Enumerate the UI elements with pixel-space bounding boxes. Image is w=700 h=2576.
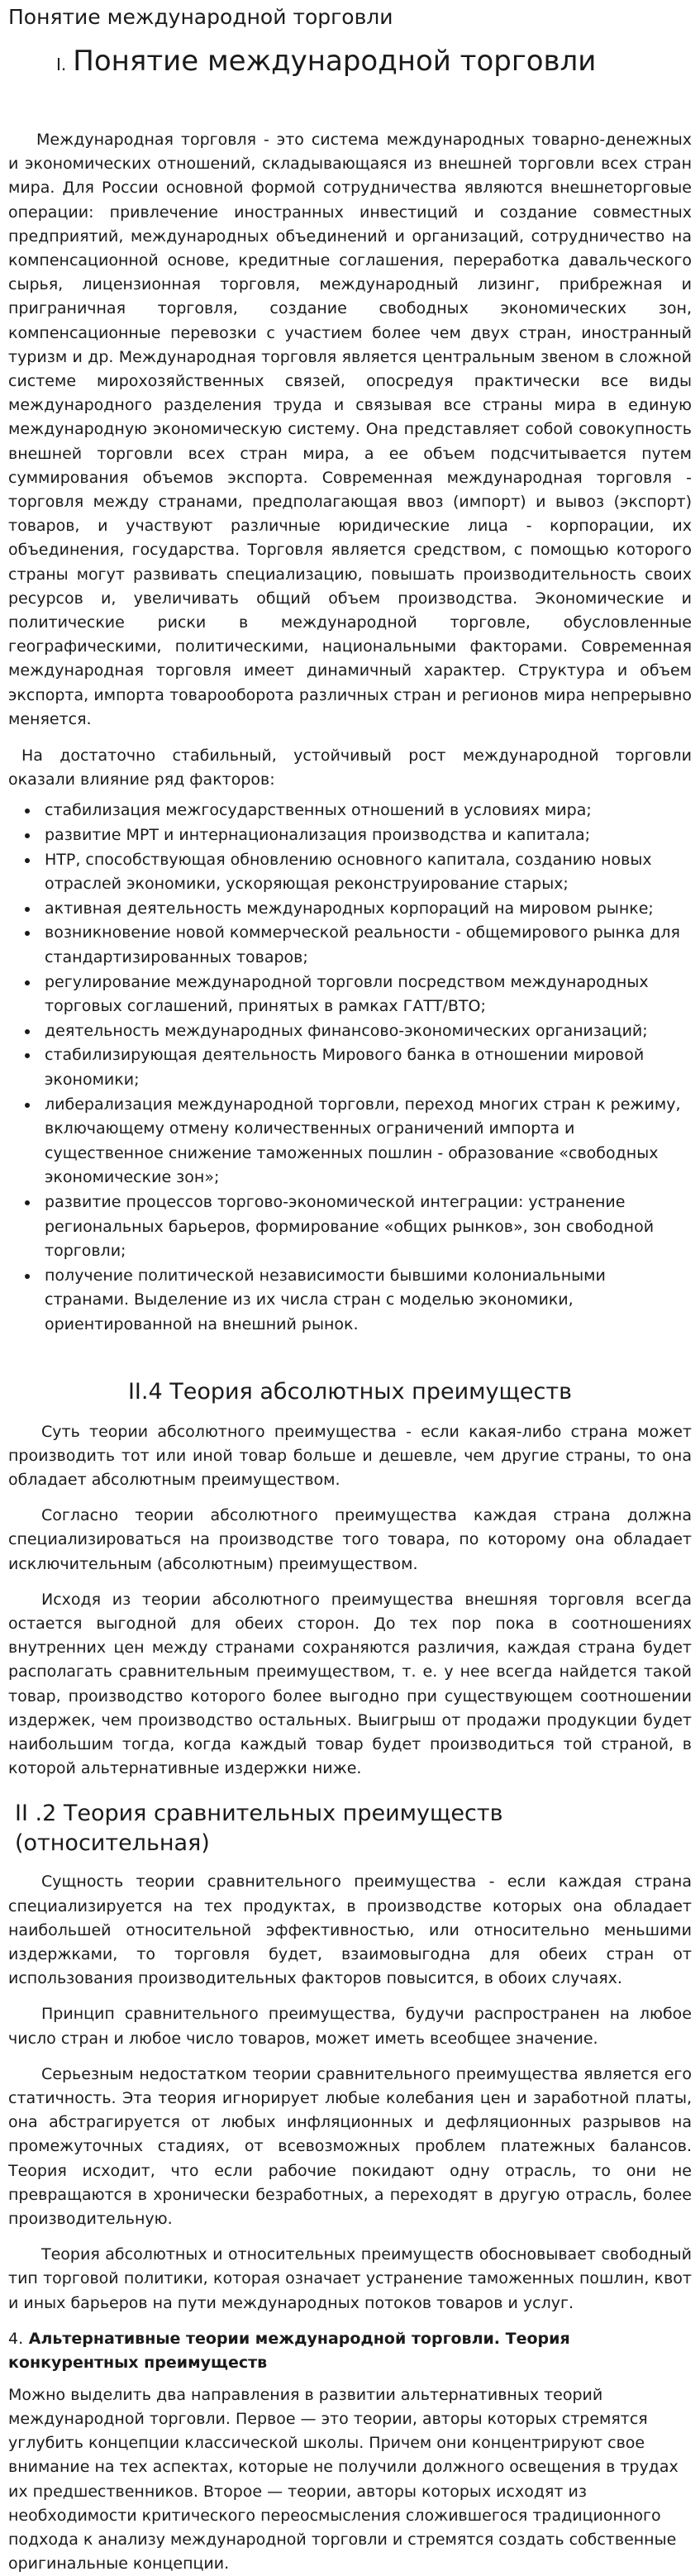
list-item: • либерализация международной торговли, переход многих стран к режиму, включающему отмену количественных ограничений импорта и существенное снижение таможенных пошлин - образование «свободных экономические зон»; (40, 1093, 692, 1190)
list-item: • регулирование международной торговли посредством международных торговых соглашений, принятых в рамках ГАТТ/ВТО; (40, 971, 692, 1019)
factors-list (8, 799, 692, 1337)
document-page (0, 3, 700, 2576)
list-item: • НТР, способствующая обновлению основного капитала, созданию новых отраслей экономики, ускоряющая реконструирование старых; (40, 848, 692, 897)
section-2-paragraph: Суть теории абсолютного преимущества - если какая-либо страна может производить тот или иной товар больше и дешевле, чем другие страны, то она обладает абсолютным преимуществом. (8, 1422, 692, 1489)
section-4-number: 4. (8, 2329, 24, 2348)
section-4-paragraph: Можно выделить два направления в развитии альтернативных теорий международной торговли. Первое — это теории, авторы которых стремятся углубить концепции классической школы. Причем они концентрируют свое внимание на тех аспектах, которые не получили должного освещения в трудах их предшественников. Второе — теории, авторы которых исходят из необходимости критического переосмысления сложившегося традиционного подхода к анализу международной торговли и стремятся создать собственные оригинальные концепции. (8, 2385, 679, 2574)
section-3-heading: II .2 Теория сравнительных преимуществ (относительная) (15, 1801, 503, 1857)
section-2-paragraph: Исходя из теории абсолютного преимущества внешняя торговля всегда остается выгодной для обеих сторон. До тех пор пока в соотношениях внутренних цен между странами сохраняются различия, каждая страна будет располагать сравнительным преимуществом, т. е. у нее всегда найдется такой товар, производство которого более выгодно при существующем соотношении издержек, чем производство остальных. Выигрыш от продажи продукции будет наибольшим тогда, когда каждый товар будет производиться той страной, в которой альтернативные издержки ниже. (8, 1590, 692, 1778)
section-3-paragraph: Теория абсолютных и относительных преимуществ обосновывает свободный тип торговой политики, которая означает устранение таможенных пошлин, квот и иных барьеров на пути международных потоков товаров и услуг. (8, 2245, 692, 2312)
section-1-paragraph-2: На достаточно стабильный, устойчивый рост международной торговли оказали влияние ряд факторов: (8, 747, 692, 789)
list-item: • стабилизирующая деятельность Мирового банка в отношении мировой экономики; (40, 1043, 692, 1092)
list-item: • развитие МРТ и интернационализация производства и капитала; (40, 823, 692, 848)
section-4-heading-text: Альтернативные теории международной торговли. Теория конкурентных преимуществ (8, 2329, 570, 2372)
list-item: • получение политической независимости бывшими колониальными странами. Выделение из их числа стран с моделью экономики, ориентированной на внешний рынок. (40, 1264, 692, 1338)
list-item: • активная деятельность международных корпораций на мировом рынке; (40, 897, 692, 922)
document-title: Понятие международной торговли (8, 5, 393, 29)
section-4-heading (8, 2327, 692, 2375)
section-3-paragraph: Серьезным недостатком теории сравнительного преимущества является его статичность. Эта теория игнорирует любые колебания цен и заработной платы, она абстрагируется от любых инфляционных и дефляционных разрывов на промежуточных стадиях, от всевозможных проблем платежных балансов. Теория исходит, что если рабочие покидают одну отрасль, то они не превращаются в хронически безработных, а переходят в другую отрасль, более производительную. (8, 2064, 692, 2229)
section-2-paragraph: Согласно теории абсолютного преимущества каждая страна должна специализироваться на производстве того товара, по которому она обладает исключительным (абсолютным) преимуществом. (8, 1506, 692, 1573)
section-1-paragraph-1: Международная торговля - это система международных товарно-денежных и экономических отношений, складывающаяся из внешней торговли всех стран мира. Для России основной формой сотрудничества являются внешнеторговые операции: привлечение иностранных инвестиций и создание совместных предприятий, международных объединений и организаций, сотрудничество на компенсационной основе, кредитные соглашения, переработка давальческого сырья, лицензионная торговля, международный лизинг, прибрежная и приграничная торговля, создание свободных экономических зон, компенсационные перевозки с участием более чем двух стран, иностранный туризм и др. Международная торговля является центральным звеном в сложной системе мирохозяйственных связей, опосредуя практически все виды международного разделения труда и связывая все страны мира в единую международную экономическую систему. Она представляет собой совокупность внешней торговли всех стран мира, а ее объем подсчитывается путем суммирования объемов экспорта. Современная международная торговля - торговля между странами, предполагающая ввоз (импорт) и вывоз (экспорт) товаров, и участвуют различные юридические лица - корпорации, их объединения, государства. Торговля является средством, с помощью которого страны могут развивать специализацию, повышать производительность своих ресурсов и, увеличивать общий объем производства. Экономические и политические риски в международной торговле, обусловленные географическими, политическими, национальными факторами. Современная международная торговля имеет динамичный характер. Структура и объем экспорта, импорта товарооборота различных стран и регионов мира непрерывно меняется. (8, 131, 692, 728)
section-1-heading (8, 43, 692, 83)
section-3-paragraph: Сущность теории сравнительного преимущества - если каждая страна специализируется на тех продуктах, в производстве которых она обладает наибольшей относительной эффективностью, или относительно меньшими издержками, то торговля будет, взаимовыгодна для обеих стран от использования производительных факторов повысится, в обоих случаях. (8, 1872, 692, 1988)
list-item: • возникновение новой коммерческой реальности - общемирового рынка для стандартизированных товаров; (40, 921, 692, 970)
list-item: • развитие процессов торгово-экономической интеграции: устранение региональных барьеров, формирование «общих рынков», зон свободной торговли; (40, 1190, 692, 1264)
list-item: • стабилизация межгосударственных отношений в условиях мира; (40, 799, 692, 823)
section-1-heading-text: Понятие международной торговли (73, 45, 597, 78)
section-3-paragraph: Принцип сравнительного преимущества, будучи распространен на любое число стран и любое число товаров, может иметь всеобщее значение. (8, 2005, 692, 2048)
list-item: • деятельность международных финансово-экономических организаций; (40, 1019, 692, 1044)
section-1-number: I. (56, 55, 67, 74)
section-2-heading: II.4 Теория абсолютных преимуществ (127, 1378, 573, 1405)
